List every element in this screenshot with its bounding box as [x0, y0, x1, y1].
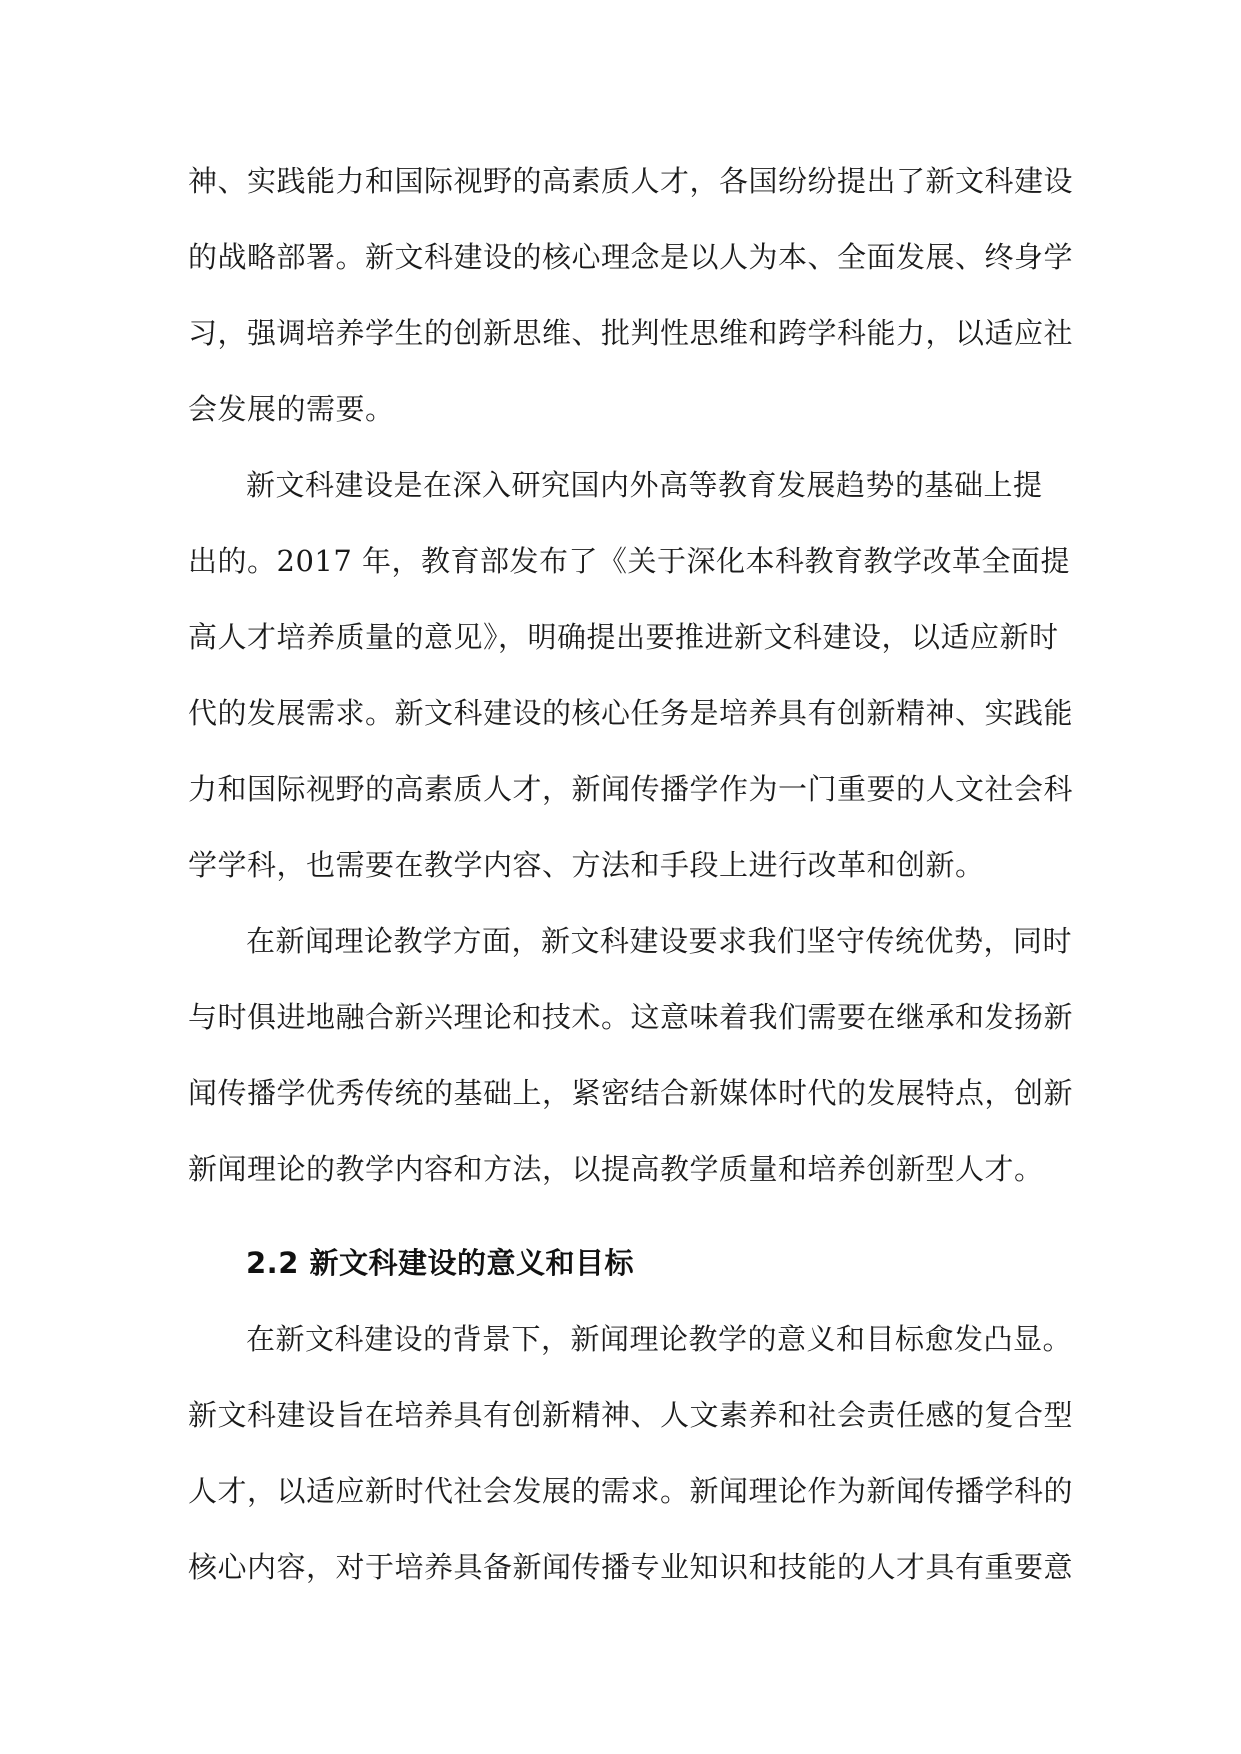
text-line: 代的发展需求。新文科建设的核心任务是培养具有创新精神、实践能	[188, 696, 1074, 730]
paragraph-3	[188, 903, 1074, 1207]
text-line: 新闻理论的教学内容和方法，以提高教学质量和培养创新型人才。	[188, 1152, 1044, 1186]
text-line: 学学科，也需要在教学内容、方法和手段上进行改革和创新。	[188, 848, 985, 882]
text-line: 会发展的需要。	[188, 392, 395, 426]
text-line: 的战略部署。新文科建设的核心理念是以人为本、全面发展、终身学	[188, 240, 1074, 274]
text-line: 出的。2017 年，教育部发布了《关于深化本科教育教学改革全面提	[188, 544, 1071, 578]
text-line: 闻传播学优秀传统的基础上，紧密结合新媒体时代的发展特点，创新	[188, 1076, 1074, 1110]
paragraph-1	[188, 143, 1074, 447]
section-heading: 2.2 新文科建设的意义和目标	[246, 1246, 634, 1280]
text-line: 人才，以适应新时代社会发展的需求。新闻理论作为新闻传播学科的	[188, 1474, 1074, 1508]
paragraph-2	[188, 447, 1074, 903]
text-line: 习，强调培养学生的创新思维、批判性思维和跨学科能力，以适应社	[188, 316, 1074, 350]
text-line: 核心内容，对于培养具备新闻传播专业知识和技能的人才具有重要意	[188, 1550, 1074, 1584]
text-line: 高人才培养质量的意见》，明确提出要推进新文科建设，以适应新时	[188, 620, 1059, 654]
text-line: 力和国际视野的高素质人才，新闻传播学作为一门重要的人文社会科	[188, 772, 1074, 806]
document-body	[188, 143, 1074, 1605]
text-line: 神、实践能力和国际视野的高素质人才，各国纷纷提出了新文科建设	[188, 164, 1074, 198]
text-line: 与时俱进地融合新兴理论和技术。这意味着我们需要在继承和发扬新	[188, 1000, 1074, 1034]
section-paragraph	[188, 1301, 1074, 1605]
text-line: 在新闻理论教学方面，新文科建设要求我们坚守传统优势，同时	[246, 924, 1073, 958]
text-line: 新文科建设旨在培养具有创新精神、人文素养和社会责任感的复合型	[188, 1398, 1074, 1432]
text-line: 在新文科建设的背景下，新闻理论教学的意义和目标愈发凸显。	[246, 1322, 1073, 1356]
text-line: 新文科建设是在深入研究国内外高等教育发展趋势的基础上提	[246, 468, 1043, 502]
